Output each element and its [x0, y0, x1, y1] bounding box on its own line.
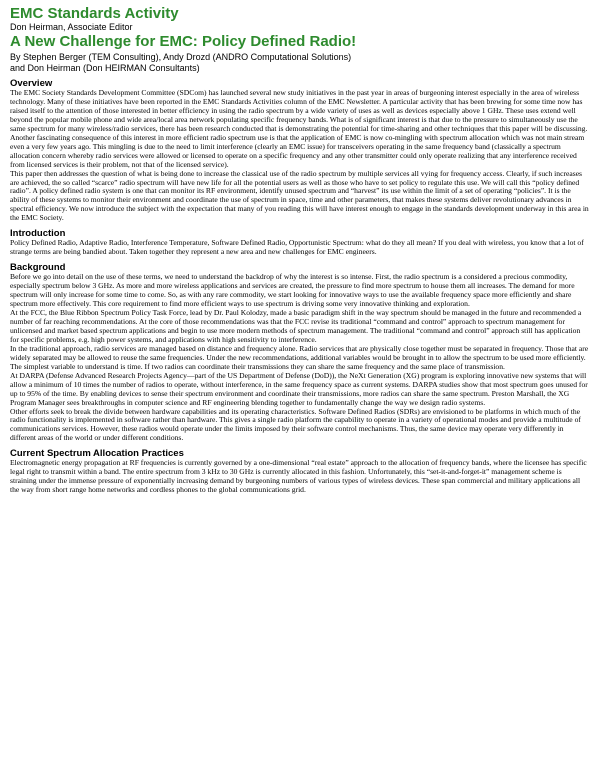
background-paragraph-3: In the traditional approach, radio services are managed based on distance and frequency alone. Radio services that are physically close together must be separated in frequency. Those that are widely separated may be allowed to reuse the same frequencies. Under the new recommendations, additional variables would be brought in to allow the spectrum to be used more efficiently. The simplest variable to understand is time. If two radios can coordinate their transmissions they can share the same frequency and the same place of transmission. [10, 343, 589, 371]
introduction-heading: Introduction [10, 228, 66, 240]
background-paragraph-2: At the FCC, the Blue Ribbon Spectrum Policy Task Force, lead by Dr. Paul Kolodzy, made a basic paradigm shift in the way spectrum should be managed in the future and recommended a number of far reaching recommendations. At the core of those recommendations was that the FCC revise its traditional “command and control” approach to spectrum management for unlicensed and market based spectrum applications and begin to use more modern methods of spectrum management. The traditional “command and control” approach still has application for specific problems, e.g. high power systems, and applications with high sensitivity to interference. [10, 308, 582, 344]
overview-heading: Overview [10, 78, 53, 89]
background-section [10, 262, 590, 443]
associate-editor: Don Heirman, Associate Editor [10, 22, 133, 32]
introduction-section [10, 228, 590, 257]
background-paragraph-5: Other efforts seek to break the divide between hardware capabilities and its operating characteristics. Software Defined Radios (SDRs) are envisioned to be platforms in which much of the radio functionality is implemented in software rather than hardware. This gives a single radio platform the capability to operate in a variety of operational modes and provide a multitude of communications services. However, these radios would operate under the limits imposed by their software control mechanisms. Thus, the same device may operate very differently in different areas of the world or under different conditions. [10, 406, 581, 443]
background-paragraph-1: Before we go into detail on the use of these terms, we need to understand the backdrop of why the interest is so intense. First, the radio spectrum is a considered a precious commodity, especially spectrum below 3 GHz. As more and more wireless applications and services are created, the pressure to find more spectrum to house them all increases. The demand for more spectrum will only increase for some time to come. So, as with any rare commodity, we start looking for innovative ways to use the available frequency space more efficiently and share spectrum more effectively. This core requirement to find more efficient ways to use spectrum is driving some very innovative thinking and exploration. [10, 272, 575, 309]
overview-paragraph-2: Another fascinating consequence of this interest in more efficient radio spectrum use is that the application of EMC is now co-mingling with spectrum allocation which was not main stream even a very few years ago. This mingling is due to the need to limit interference (clearly an EMC issue) for transceivers operating in the same frequency band (classically a spectrum allocation concern whereby radio services were allowed or licensed to operate on a specific frequency and any other transmitter could only operate realizing that any interference received from licensed services is their problem, not that of the licensed service). [10, 132, 585, 169]
article-title: A New Challenge for EMC: Policy Defined Radio! [10, 33, 357, 50]
current-allocation-paragraph-1: Electromagnetic energy propagation at RF frequencies is currently governed by a one-dimensional “real estate” approach to the allocation of frequency bands, where the licensee has specific legal right to transmit within a band. The entire spectrum from 3 kHz to 30 GHz is currently allocated in this fashion. Unfortunately, this “set-it-and-forget-it” management scheme is straining under the immense pressure of exponentially increasing demand by burgeoning numbers of various types of wireless devices. These span commercial and military applications all the way from short range home networks and cordless phones to the global communications grid. [10, 458, 587, 495]
article-page [10, 5, 590, 495]
column-title: EMC Standards Activity [10, 5, 179, 22]
authors-line-1: By Stephen Berger (TEM Consulting), Andy Drozd (ANDRO Computational Solutions) [10, 52, 352, 62]
overview-section [10, 78, 590, 223]
introduction-paragraph-1: Policy Defined Radio, Adaptive Radio, Interference Temperature, Software Defined Radio, Opportunistic Spectrum: what do they all mean? If you deal with wireless, you know that a lot of strange terms are being bandied about. Taken together they represent a new area and new challenges for EMC engineers. [10, 238, 584, 257]
background-paragraph-4: At DARPA (Defense Advanced Research Projects Agency—part of the US Department of Defense (DoD)), the NeXt Generation (XG) program is exploring innovative new systems that will allow a minimum of 10 times the number of radios to operate, without interference, in the same frequency space as current systems. DARPA studies show that most spectrum goes unused for up to 95% of the time. By enabling devices to sense their spectrum environment and coordinate their transmissions, more radios can share the same spectrum. Preston Marshall, the XG Program Manager sees breakthroughs in computer science and RF engineering blending together to fundamentally change the way we design radio systems. [10, 370, 588, 407]
overview-paragraph-1: The EMC Society Standards Development Committee (SDCom) has launched several new study initiatives in the past year in areas of burgeoning interest especially in the area of wireless technology. Many of these initiatives have been reported in the EMC Standards Activities column of the EMC Newsletter. A particular activity that has been brewing for some time now has raised itself to the attention of those interested in better efficiency in using the radio spectrum by a wide variety of uses as well as devices especially above 1 GHz. These uses extend well beyond the popular mobile phone and wide area/local area network populating specific frequency bands. What is of significant interest is that due to the pressure to simultaneously use the same spectrum for many wireless/radio services, there has been research conducted that is demonstrating the potential for time-sharing and other techniques that this paper will be discussing. [10, 88, 588, 133]
current-allocation-heading: Current Spectrum Allocation Practices [10, 448, 184, 460]
overview-paragraph-3: This paper then addresses the question of what is being done to increase the classical use of the radio spectrum by multiple services all vying for frequency access. Clearly, if such increases are achieved, the so called “scarce” radio spectrum will have new life for all the potential users as well as those who have to set policy to regulate this use. We will call this “policy defined radio”. A policy defined radio system is one that can monitor its RF environment, identify unused spectrum and “harvest” its use within the limit of a set of operating “policies”. It is the ability of these systems to monitor their environment and coordinate the use of spectrum in space, time and other parameters, that makes these systems deliver revolutionary advances in spectral efficiency. We now introduce the subject with the expectation that many of you reading this will have interest enough to engage in the standards development underway in this area in the EMC Society. [10, 168, 589, 223]
authors-line-2: and Don Heirman (Don HEIRMAN Consultants) [10, 62, 200, 73]
background-heading: Background [10, 262, 66, 274]
current-allocation-section [10, 448, 590, 495]
